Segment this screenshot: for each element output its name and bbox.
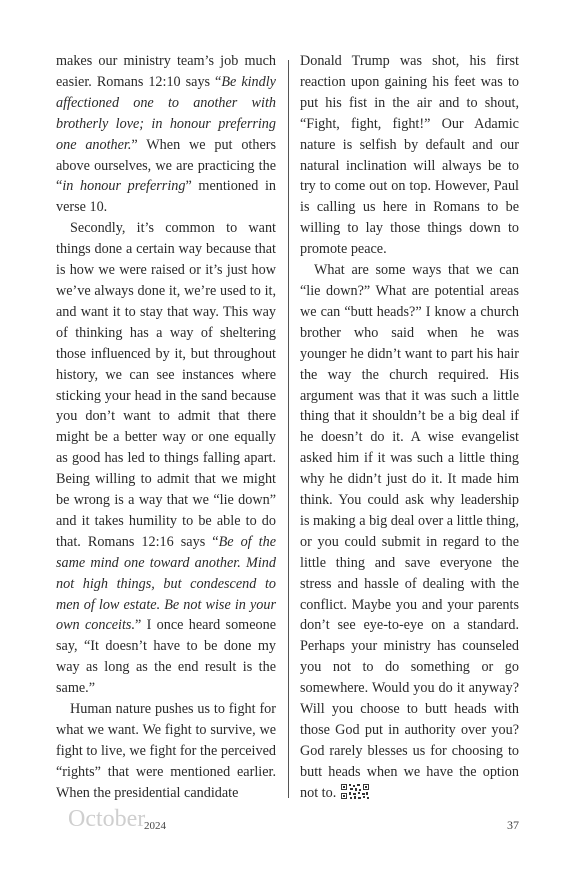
body-text: ” I once heard someone say, “It doesn’t have to be done my way as long as the end result is the same.”	[56, 617, 276, 697]
body-text: makes our ministry team’s job much easier. Romans 12:10 says “	[56, 53, 276, 90]
page-number: 37	[507, 818, 519, 832]
column-divider	[288, 60, 289, 798]
right-column	[300, 51, 519, 804]
paragraph	[300, 260, 519, 804]
body-text: What are some ways that we can “lie down?” What are potential areas we can “butt heads?” I know a church brother who said when he was younger he didn’t want to part his hair the way the church required. His argument was that it was such a little thing that it shouldn’t be a big deal if he doesn’t do it. A wise evangelist asked him if it was such a little thing why he didn’t just do it. It made him think. You could ask why leadership is making a big deal over a little thing, or you could submit in regard to the little thing and save everyone the stress and hassle of dealing with the conflict. Maybe you and your parents don’t see eye-to-eye on a standard. Perhaps your ministry has counseled you not to do something or go somewhere. Would you do it anyway? Will you choose to butt heads with those God put in authority over you? God rarely blesses us for choosing to butt heads when we have the option not to.	[300, 262, 519, 801]
scripture-phrase: in honour preferring	[62, 178, 186, 195]
body-text: ” When we put others above ourselves, we are practicing the “	[56, 136, 276, 195]
paragraph: Donald Trump was shot, his first reaction upon gaining his feet was to put his fist in the air and to shout, “Fight, fight, fight!” Our Adamic nature is selfish by default and our natural inclination will always be to try to come out on top. However, Paul is calling us here in Romans to be willing to lay those things down to promote peace.	[300, 53, 519, 258]
left-column	[56, 51, 276, 804]
scripture-quote: Be kindly affectioned one to another with brotherly love; in honour preferring one another.	[56, 73, 276, 153]
paragraph	[56, 51, 276, 218]
footer-year: 2024	[144, 820, 166, 832]
paragraph: Human nature pushes us to fight for what we want. We fight to survive, we fight to live, we fight for the perceived “rights” that were mentioned earlier. When the presidential candidate	[56, 701, 276, 801]
body-text: Secondly, it’s common to want things done a certain way because that is how we were raised or it’s just how we’ve always done it, we’re used to it, and want it to stay that way. This way of thinking has a way of sheltering those influenced by it, but throughout history, we can see instances where sticking your head in the sand because you don’t want to admit that there might be a better way or one equally as good has led to things falling apart. Being willing to admit that we might be wrong is a way that we “lie down” and it takes humility to be able to do that. Romans 12:16 says “	[56, 220, 276, 550]
footer-month: October	[68, 806, 146, 832]
body-text: ” mentioned in verse 10.	[56, 178, 276, 216]
scripture-quote: Be of the same mind one toward another. Mind not high things, but condescend to men of low estate. Be not wise in your own conceits.	[56, 533, 276, 634]
qr-code-icon	[340, 783, 370, 800]
paragraph	[56, 218, 276, 699]
